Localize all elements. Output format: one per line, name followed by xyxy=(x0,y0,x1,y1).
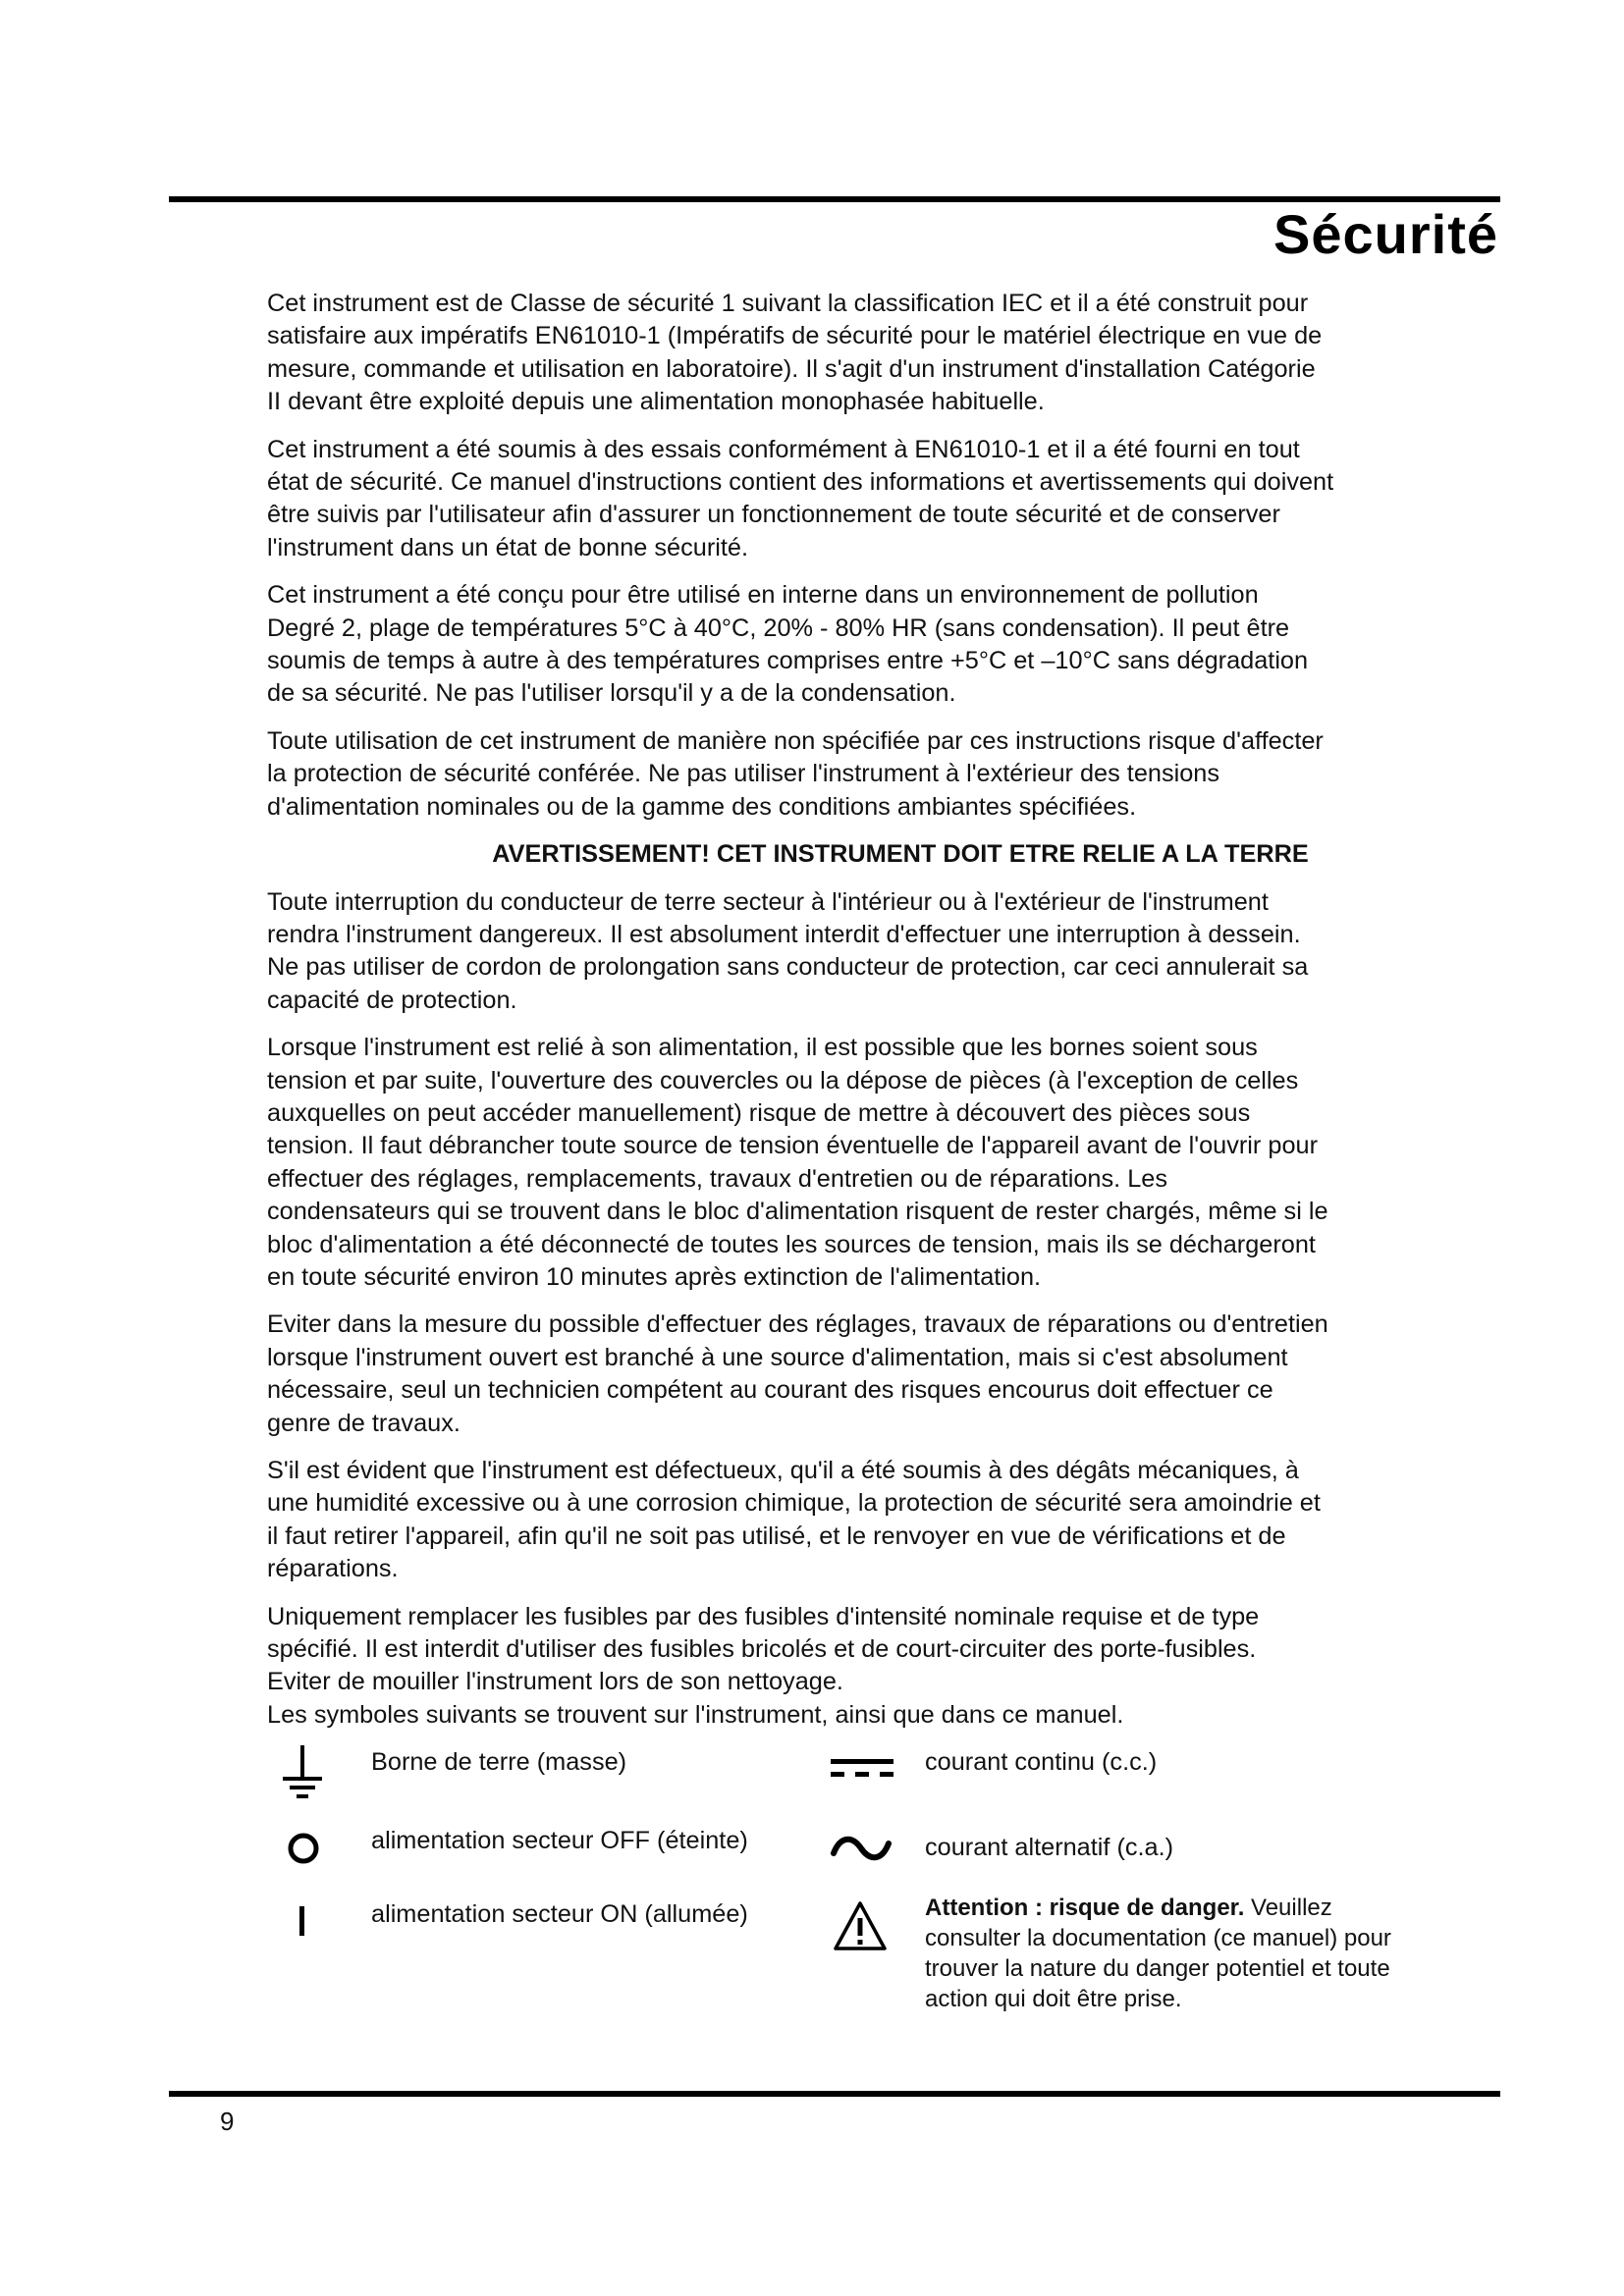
safety-text xyxy=(267,288,1494,1732)
paragraph-usage: Toute utilisation de cet instrument de manière non spécifiée par ces instructions risque d'affecter la protection de sécurité conférée. Ne pas utiliser l'instrument à l'extérieur des tensions d'alimentation nominales ou de la gamme des conditions ambiantes spécifiées. xyxy=(267,726,1324,821)
paragraph-earth-interruption: Toute interruption du conducteur de terre secteur à l'intérieur ou à l'extérieur de l'instrument rendra l'instrument dangereux. Il est absolument interdit d'effectuer une interruption à dessein. Ne pas utiliser de cordon de prolongation sans conducteur de protection, car ceci annulerait sa capacité de protection. xyxy=(267,887,1309,1014)
attention-text: Veuillez consulter la documentation (ce manuel) pour trouver la nature du danger potentiel et toute action qui doit être prise. xyxy=(925,1895,1391,2012)
dc-label: courant continu (c.c.) xyxy=(925,1748,1158,1776)
attention-description xyxy=(925,1893,1494,2014)
power-off-label: alimentation secteur OFF (éteinte) xyxy=(371,1827,748,1854)
paragraph-defective: S'il est évident que l'instrument est défectueux, qu'il a été soumis à des dégâts mécaniques, à une humidité excessive ou à une corrosion chimique, la protection de sécurité sera amoindrie et il faut retirer l'appareil, afin qu'il ne soit pas utilisé, et le renvoyer en vue de vérifications et de réparations. xyxy=(267,1457,1321,1583)
page-number: 9 xyxy=(220,2107,235,2136)
earth-warning: AVERTISSEMENT! CET INSTRUMENT DOIT ETRE RELIE A LA TERRE xyxy=(492,840,1309,869)
paragraph-live-parts: Lorsque l'instrument est relié à son alimentation, il est possible que les bornes soient sous tension et par suite, l'ouverture des couvercles ou la dépose de pièces (à l'exception de celles auxquelles on peut accéder manuellement) risque de mettre à découvert des pièces sous tension. Il faut débrancher toute source de tension éventuelle de l'appareil avant de l'ouvrir pour effectuer des réglages, remplacements, travaux d'entretien ou de réparations. Les condensateurs qui se trouvent dans le bloc d'alimentation risquent de rester chargés, même si le bloc d'alimentation a été déconnecté de toutes les sources de tension, mais ils se déchargeront en toute sécurité environ 10 minutes après extinction de l'alimentation. xyxy=(267,1034,1328,1291)
footer-rule xyxy=(169,2091,1500,2097)
alternating-current-icon xyxy=(831,1834,892,1863)
paragraph-environment: Cet instrument a été conçu pour être utilisé en interne dans un environnement de pollution Degré 2, plage de températures 5°C à 40°C, 20% - 80% HR (sans condensation). Il peut être soumis de temps à autre à des températures comprises entre +5°C et –10°C sans dégradation de sa sécurité. Ne pas l'utiliser lorsqu'il y a de la condensation. xyxy=(267,581,1309,708)
direct-current-icon xyxy=(831,1757,893,1781)
page-title: Sécurité xyxy=(1273,203,1498,265)
paragraph-maintenance: Eviter dans la mesure du possible d'effectuer des réglages, travaux de réparations ou d'entretien lorsque l'instrument ouvert est branché à une source d'alimentation, mais si c'est absolument nécessaire, seul un technicien compétent au courant des risques encourus doit effectuer ce genre de travaux. xyxy=(267,1310,1328,1437)
paragraph-safety-class: Cet instrument est de Classe de sécurité 1 suivant la classification IEC et il a été construit pour satisfaire aux impératifs EN61010-1 (Impératifs de sécurité pour le matériel électrique en vue de mesure, commande et utilisation en laboratoire). Il s'agit d'un instrument d'installation Catégorie II devant être exploité depuis une alimentation monophasée habituelle. xyxy=(267,290,1323,416)
power-off-icon xyxy=(287,1832,320,1865)
power-on-icon xyxy=(297,1906,308,1938)
paragraph-fuses: Uniquement remplacer les fusibles par des fusibles d'intensité nominale requise et de type spécifié. Il est interdit d'utiliser des fusibles bricolés et de court-circuiter des porte-fusibles. Eviter de mouiller l'instrument lors de son nettoyage. Les symboles suivants se trouvent sur l'instrument, ainsi que dans ce manuel. xyxy=(267,1602,1260,1729)
paragraph-tests: Cet instrument a été soumis à des essais conformément à EN61010-1 et il a été fourni en tout état de sécurité. Ce manuel d'instructions contient des informations et avertissements qui doivent être suivis par l'utilisateur afin d'assurer un fonctionnement de toute sécurité et de conserver l'instrument dans un état de bonne sécurité. xyxy=(267,435,1334,561)
power-on-label: alimentation secteur ON (allumée) xyxy=(371,1900,748,1928)
earth-ground-icon xyxy=(281,1745,324,1804)
earth-label: Borne de terre (masse) xyxy=(371,1748,627,1776)
attention-heading: Attention : risque de danger. xyxy=(925,1895,1245,1921)
ac-label: courant alternatif (c.a.) xyxy=(925,1834,1174,1861)
warning-triangle-icon xyxy=(833,1900,888,1951)
